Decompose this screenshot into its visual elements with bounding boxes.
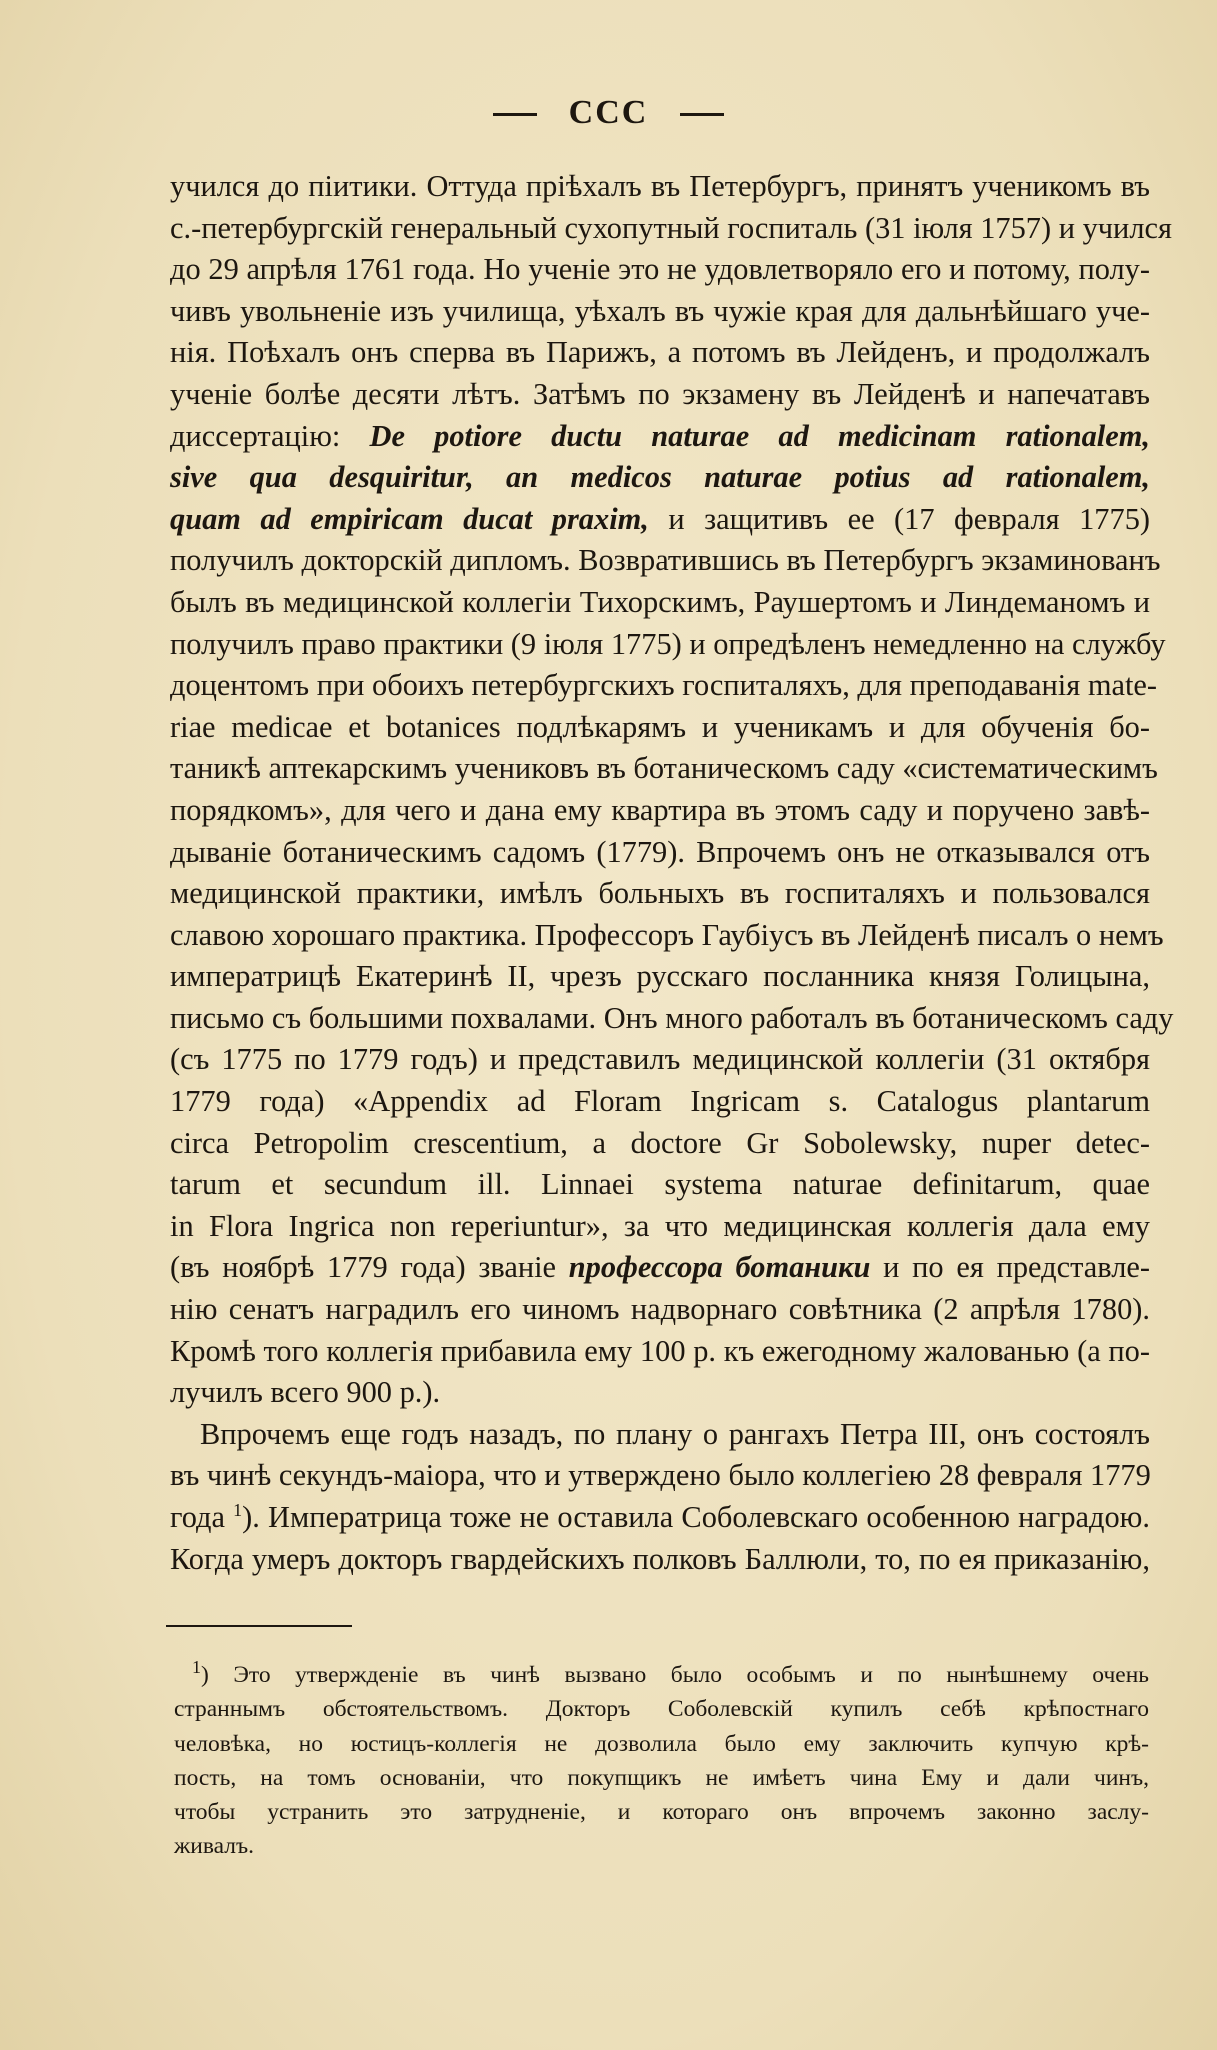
text-line: получилъ докторскiй дипломъ. Возвратившись въ Петербургъ экзаминованъ — [170, 543, 1161, 578]
professor-rest: и по ея представле- — [883, 1250, 1150, 1285]
text-line: былъ въ медицинской коллегiи Тихорскимъ, Раушертомъ и Линдеманомъ и — [170, 584, 1150, 619]
text-line: доцентомъ при обоихъ петербургскихъ госпиталяхъ, для преподаванiя mate- — [170, 668, 1158, 703]
text-line: 1779 года) «Appendix ad Floram Ingricam s. Catalogus plantarum — [170, 1084, 1150, 1119]
text-line: Впрочемъ еще годъ назадъ, по плану о рангахъ Петра III, онъ состоялъ — [200, 1416, 1150, 1451]
professor-title: профессора ботаники — [568, 1250, 871, 1285]
dissertation-title: quam ad empiricam ducat praxim, — [170, 501, 649, 536]
text-line: письмо съ большими похвалами. Онъ много работалъ въ ботаническомъ саду — [170, 1000, 1174, 1035]
dissertation-line — [170, 416, 1150, 458]
text-line: Когда умеръ докторъ гвардейскихъ полковъ Баллюли, то, по ея приказанiю, — [170, 1541, 1150, 1576]
text-line: нiю сенатъ наградилъ его чиномъ надворнаго совѣтника (2 апрѣля 1780). — [170, 1292, 1150, 1327]
footnote-ref-marker: 1 — [233, 1499, 243, 1520]
text-line: ученiе болѣе десяти лѣтъ. Затѣмъ по экзамену въ Лейденѣ и напечатавъ — [170, 376, 1150, 411]
professor-prefix: (въ ноябрѣ 1779 года) званiе — [170, 1250, 557, 1285]
text-line: чивъ увольненiе изъ училища, уѣхалъ въ чужiе края для дальнѣйшаго уче- — [170, 293, 1150, 328]
footnote-line: страннымъ обстоятельствомъ. Докторъ Соболевскiй купилъ себѣ крѣпостнаго — [174, 1696, 1149, 1723]
text-line: circa Petropolim crescentium, a doctore Gr Sobolewsky, nuper detec- — [170, 1125, 1150, 1160]
dissertation-line — [170, 457, 1150, 499]
dissertation-prefix: диссертацiю: — [170, 418, 341, 453]
text-line: (съ 1775 по 1779 годъ) и представилъ медицинской коллегiи (31 октября — [170, 1042, 1150, 1077]
footnote-line — [174, 1658, 1149, 1692]
page-header — [0, 92, 1217, 132]
header-dash-left — [493, 113, 537, 116]
footnote-marker: 1 — [192, 1657, 201, 1678]
text-line: порядкомъ», для чего и дана ему квартира въ этомъ саду и поручено завѣ- — [170, 792, 1150, 827]
text-line: riae medicae et botanices подлѣкарямъ и ученикамъ и для обученiя бо- — [170, 709, 1150, 744]
footnote-ref-rest: ). Императрица тоже не оставила Соболевскаго особенною наградою. — [242, 1500, 1150, 1534]
dissertation-line — [170, 499, 1150, 541]
footnote-ref-prefix: года — [170, 1500, 225, 1534]
footnote-first-text: ) Это утвержденiе въ чинѣ вызвано было особымъ и по нынѣшнему очень — [201, 1662, 1149, 1688]
header-dash-right — [680, 113, 724, 116]
text-line: получилъ право практики (9 iюля 1775) и опредѣленъ немедленно на службу — [170, 626, 1166, 661]
page-number: CCC — [568, 94, 649, 131]
footnote-line: чтобы устранить это затрудненiе, и котораго онъ впрочемъ законно заслу- — [174, 1799, 1149, 1826]
main-text — [170, 166, 1174, 1580]
text-line: таникѣ аптекарскимъ учениковъ въ ботаническомъ саду «систематическимъ — [170, 751, 1158, 786]
text-line: нiя. Поѣхалъ онъ сперва въ Парижъ, а потомъ въ Лейденъ, и продолжалъ — [170, 335, 1150, 370]
footnote — [174, 1658, 1149, 1864]
text-line: славою хорошаго практика. Профессоръ Гаубiусъ въ Лейденѣ писалъ о немъ — [170, 917, 1164, 952]
text-line: до 29 апрѣля 1761 года. Но ученiе это не удовлетворяло его и потому, полу- — [170, 252, 1150, 287]
footnote-ref-line — [170, 1497, 1150, 1539]
text-line: лучилъ всего 900 р.). — [170, 1375, 441, 1410]
text-line: дыванiе ботаническимъ садомъ (1779). Впрочемъ онъ не отказывался отъ — [170, 834, 1150, 869]
footnote-line: живалъ. — [174, 1833, 254, 1860]
footnote-line: пость, на томъ основанiи, что покупщикъ не имѣетъ чина Ему и дали чинъ, — [174, 1764, 1149, 1791]
footnote-separator — [166, 1625, 352, 1627]
text-line: с.-петербургскiй генеральный сухопутный госпиталь (31 iюля 1757) и учился — [170, 210, 1172, 245]
text-line: tarum et secundum ill. Linnaei systema naturae definitarum, quae — [170, 1167, 1150, 1202]
dissertation-title: sive qua desquiritur, an medicos naturae potius ad rationalem, — [170, 460, 1150, 495]
text-line: медицинской практики, имѣлъ больныхъ въ госпиталяхъ и пользовался — [170, 876, 1150, 911]
dissertation-title: De potiore ductu naturae ad medicinam rationalem, — [369, 418, 1150, 453]
dissertation-defense: и защитивъ ее (17 февраля 1775) — [668, 501, 1151, 536]
text-line: въ чинѣ секундъ-маiора, что и утверждено было коллегiею 28 февраля 1779 — [170, 1458, 1151, 1493]
text-line: императрицѣ Екатеринѣ II, чрезъ русскаго посланника князя Голицына, — [170, 959, 1150, 994]
text-line: in Flora Ingrica non reperiuntur», за что медицинская коллегiя дала ему — [170, 1208, 1150, 1243]
text-line: учился до пiитики. Оттуда прiѣхалъ въ Петербургъ, принятъ ученикомъ въ — [170, 169, 1150, 203]
professor-line — [170, 1247, 1150, 1289]
text-line: Кромѣ того коллегiя прибавила ему 100 р. къ ежегодному жалованью (а по- — [170, 1333, 1150, 1368]
footnote-line: человѣка, но юстицъ-коллегiя не дозволила было ему заключить купчую крѣ- — [174, 1730, 1149, 1757]
